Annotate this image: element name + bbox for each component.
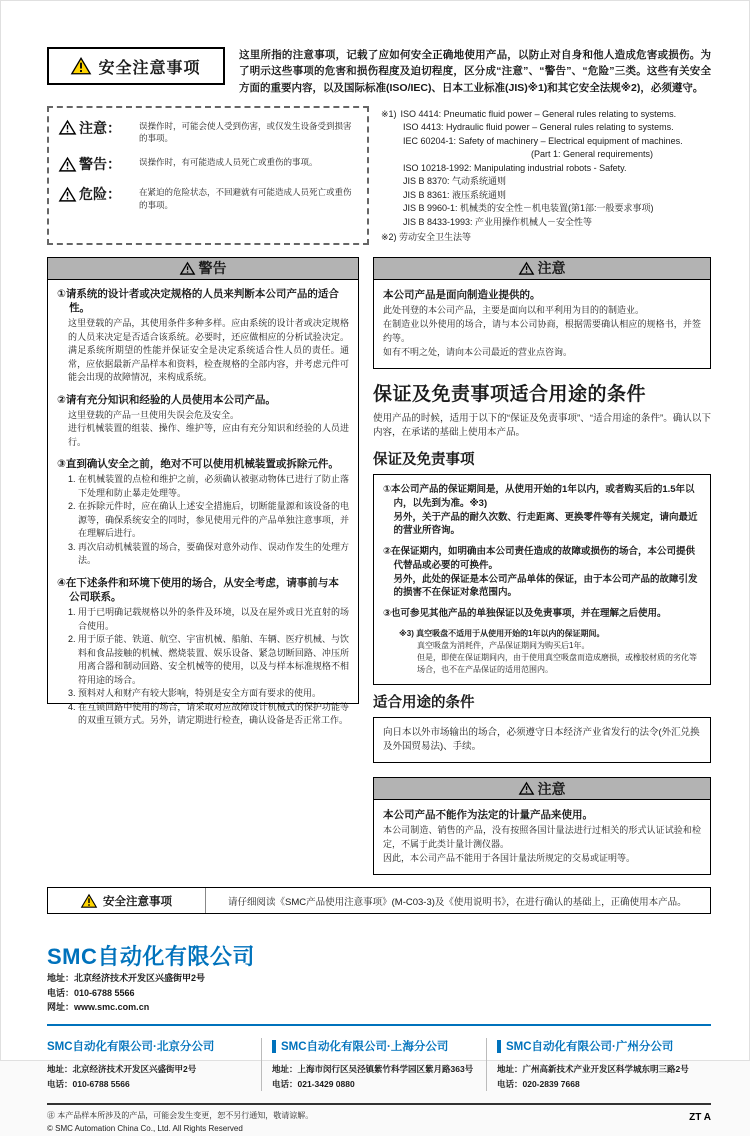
standards-line: IEC 60204-1: Safety of machinery – Electrical equipment of machines. <box>403 135 683 146</box>
warning-item <box>57 393 349 450</box>
caution-box-header <box>374 258 710 280</box>
paragraph: 如有不明之处，请向本公司最近的营业点咨询。 <box>383 346 573 357</box>
paragraph: 2. 在拆除元件时，应在确认上述安全措施后，切断能量源和该设备的电源等，确保系统安全的同时，参见使用元件的产品单独注意事项，并在理解后进行。 <box>68 501 349 539</box>
branch-address: 地址：广州高新技术产业开发区科学城东明三路2号 <box>497 1064 689 1075</box>
warning-triangle-icon <box>180 262 195 275</box>
paragraph: 另外，此处的保证是本公司产品单体的保证，由于本公司产品的故障引发的损害不在保证对象范围内。 <box>393 573 698 599</box>
paragraph: 1. 用于已明确记载规格以外的条件及环境，以及在屋外或日光直射的场合使用。 <box>68 607 349 631</box>
guarantee-sub1-heading: 保证及免责事项 <box>373 452 475 469</box>
definition-danger-text: 在紧迫的危险状态，不回避就有可能造成人员死亡或重伤的事项。 <box>139 187 352 210</box>
warning-item-heading: ①请系统的设计者或决定规格的人员来判断本公司产品的适合性。 <box>57 287 339 314</box>
paragraph: 真空吸盘为消耗件，产品保证期间为购买后1年。 <box>417 640 590 650</box>
branch-shanghai <box>261 1038 486 1091</box>
company-website: 网址：www.smc.com.cn <box>47 1002 150 1013</box>
paragraph: 本公司制造、销售的产品，没有按照各国计量法进行过相关的形式认证试验和检定，不属于此类计量计测仪器。 <box>383 825 701 850</box>
definition-danger-label: 危险： <box>59 184 133 204</box>
standards-line: JIS B 8433-1993: 产业用操作机械人－安全性等 <box>403 216 593 227</box>
footer <box>47 1110 711 1136</box>
definition-caution-label: 注意： <box>59 118 133 138</box>
disclaimer-note: ㊟ 本产品样本所涉及的产品，可能会发生变更，恕不另行通知，敬请谅解。 <box>47 1111 314 1121</box>
caution-box-body <box>374 280 710 368</box>
warning-box-header <box>48 258 358 280</box>
copyright: © SMC Automation China Co., Ltd. All Rights Reserved <box>47 1124 243 1134</box>
export-conditions-box: 向日本以外市场输出的场合，必须遵守日本经济产业省发行的法令(外汇兑换及外国贸易法)、手续。 <box>373 717 711 764</box>
standards-list <box>381 106 711 245</box>
paragraph: 此处刊登的本公司产品，主要是面向以和平利用为目的的制造业。 <box>383 304 645 315</box>
paragraph: 1. 在机械装置的点检和维护之前，必须确认被驱动物体已进行了防止落下处理和防止暴走处理等。 <box>68 474 349 498</box>
branch-name: SMC自动化有限公司·上海分公司 <box>272 1038 476 1054</box>
warning-triangle-icon <box>59 187 76 202</box>
standards-line: JIS B 8361: 液压系统通则 <box>403 189 507 200</box>
safety-precautions-title-box <box>47 47 225 85</box>
blue-bar-icon <box>497 1040 501 1053</box>
paragraph: 4. 在互锁回路中使用的场合，请采取对应故障设计机械式的保护功能等的双重互锁方式。另外，请定期进行检查，确认设备是否正常工作。 <box>68 701 349 726</box>
standards-line: ※1) ISO 4414: Pneumatic fluid power – General rules relating to systems. <box>381 108 711 122</box>
paragraph: ①本公司产品的保证期间是，从使用开始的1年以内，或者购买后的1.5年以内，以先到为准。※3) <box>383 484 695 509</box>
branch-phone: 电话：021-3429 0880 <box>272 1078 355 1089</box>
caution-box-body <box>374 800 710 874</box>
blue-bar-icon <box>272 1040 276 1053</box>
definition-warning-text: 误操作时，有可能造成人员死亡或重伤的事项。 <box>139 157 318 168</box>
standards-ref2: ※2) 劳动安全卫生法等 <box>381 232 472 243</box>
paragraph: 因此，本公司产品不能用于各国计量法所规定的交易或证明等。 <box>383 853 636 864</box>
paragraph: 这里登载的产品，其使用条件多种多样。应由系统的设计者或决定规格的人员来决定是否适合该系统。必要时，还应做相应的分析试验决定。满足系统所期望的性能并保证安全是决定系统适合性人员的责任。通常，应依据最新产品样本和资料，检查规格的全部内容，并考虑元件可能会出现的故障情况，来构成系统。 <box>68 318 349 383</box>
warning-box-body <box>48 280 358 744</box>
warning-triangle-icon <box>71 57 91 75</box>
branch-beijing <box>47 1038 261 1091</box>
warning-item-heading: ④在下述条件和环境下使用的场合，从安全考虑，请事前与本公司联系。 <box>57 576 339 604</box>
warning-box-title: 警告 <box>198 260 227 277</box>
footer-divider <box>47 1103 711 1105</box>
warning-triangle-icon <box>519 782 534 795</box>
branch-phone: 电话：010-6788 5566 <box>47 1078 130 1089</box>
footer-notes <box>47 1110 313 1136</box>
definition-warning <box>59 154 357 174</box>
warning-item <box>57 287 349 385</box>
standards-line: (Part 1: General requirements) <box>531 149 654 160</box>
guarantee-item <box>383 483 701 538</box>
warning-triangle-icon <box>59 157 76 172</box>
caution-box-header <box>374 778 710 800</box>
definition-danger <box>59 184 357 211</box>
bottom-bar-label: 安全注意事项 <box>48 888 206 913</box>
standards-line: ISO 10218-1992: Manipulating industrial robots - Safety. <box>403 162 627 173</box>
guarantee-main-heading: 保证及免责事项适合用途的条件 <box>373 383 647 405</box>
branch-address: 地址：北京经济技术开发区兴盛街甲2号 <box>47 1064 197 1075</box>
guarantee-item <box>383 607 701 621</box>
standards-ref1: ※1) <box>381 108 397 119</box>
branch-address: 地址：上海市闵行区吴泾镇紫竹科学园区紫月路363号 <box>272 1064 474 1075</box>
paragraph: 但是，即使在保证期间内，由于使用真空吸盘而造成磨损，或橡胶材质的劣化等场合，也不在产品保证的适用范围内。 <box>417 652 697 674</box>
branch-guangzhou <box>486 1038 711 1091</box>
paragraph: 3. 再次启动机械装置的场合，要确保对意外动作、误动作发生的处理方法。 <box>68 541 349 566</box>
left-column <box>47 257 359 726</box>
main-columns <box>47 257 711 875</box>
branch-name: SMC自动化有限公司·北京分公司 <box>47 1041 215 1054</box>
guarantee-sub2-heading: 适合用途的条件 <box>373 694 475 711</box>
caution-heading: 本公司产品不能作为法定的计量产品来使用。 <box>383 809 593 822</box>
bottom-safety-bar <box>47 887 711 914</box>
standards-line: JIS B 9960-1: 机械类的安全性－机电装置(第1部:一般要求事项) <box>403 203 654 214</box>
page-title: 安全注意事项 <box>98 59 201 77</box>
caution-box-measurement <box>373 777 711 875</box>
warning-item-heading: ③直到确认安全之前，绝对不可以使用机械装置或拆除元件。 <box>57 458 339 471</box>
right-column <box>373 257 711 875</box>
standards-line: JIS B 8370: 气动系统通则 <box>403 176 507 187</box>
top-row <box>47 47 711 96</box>
intro-paragraph: 这里所指的注意事项，记载了应如何安全正确地使用产品，以防止对自身和他人造成危害或损伤。为了明示这些事项的危害和损伤程度及迫切程度，区分成“注意”、“警告”、“危险”三类。这些有关安全方面的重要内容，以及国际标准(ISO/IEC)、日本工业标准(JIS)※1)和其它安全法规※2)，必须遵守。 <box>239 49 711 94</box>
warning-triangle-icon <box>59 120 76 135</box>
company-name: SMC自动化有限公司 <box>47 944 255 970</box>
caution-heading: 本公司产品是面向制造业提供的。 <box>383 288 541 301</box>
caution-box-manufacturing <box>373 257 711 369</box>
definition-caution-text: 误操作时，可能会使人受到伤害，或仅发生设备受到损害的事项。 <box>139 120 352 144</box>
guarantee-item <box>383 545 701 600</box>
warning-item-heading: ②请有充分知识和经验的人员使用本公司产品。 <box>57 393 276 406</box>
paragraph: ②在保证期内，如明确由本公司责任造成的故障或损伤的场合，本公司提供代替品或必要的可换件。 <box>383 546 696 571</box>
company-phone: 电话：010-6788 5566 <box>47 987 135 998</box>
standards-line: ISO 4413: Hydraulic fluid power – General rules relating to systems. <box>403 122 674 133</box>
paragraph: ③也可参见其他产品的单独保证以及免责事项，并在理解之后使用。 <box>383 608 667 620</box>
bottom-bar-text: 请仔细阅读《SMC产品使用注意事项》(M-C03-3)及《使用说明书》，在进行确认的基础上，正确使用本产品。 <box>228 896 687 908</box>
company-block <box>47 940 711 1014</box>
note-heading: ※3) 真空吸盘不适用于从使用开始的1年以内的保证期间。 <box>399 628 605 638</box>
vacuum-pad-note <box>383 628 701 676</box>
paragraph: 进行机械装置的组装、操作、维护等，应由有充分知识和经验的人员进行。 <box>68 423 349 447</box>
paragraph: 这里登载的产品一旦使用失误会危及安全。 <box>68 409 240 420</box>
blue-divider <box>47 1024 711 1026</box>
branch-phone: 电话：020-2839 7668 <box>497 1078 580 1089</box>
paragraph: 在制造业以外使用的场合，请与本公司协商，根据需要确认相应的规格书，并签约等。 <box>383 318 701 343</box>
document-code: ZT A <box>689 1112 711 1124</box>
warning-item <box>57 576 349 728</box>
caution-box-title: 注意 <box>537 260 566 277</box>
company-address: 地址：北京经济技术开发区兴盛街甲2号 <box>47 973 206 984</box>
paragraph: 另外，关于产品的耐久次数、行走距离、更换零件等有关规定，请向最近的营业所咨询。 <box>393 511 698 537</box>
paragraph: 2. 用于原子能、铁道、航空、宇宙机械、船舶、车辆、医疗机械、与饮料和食品接触的机械、燃烧装置、娱乐设备、紧急切断回路、冲压所用离合器和制动回路、安全机械等的使用，以及与样本标准规格不相符用途的场合。 <box>68 634 349 685</box>
definitions-and-standards-row <box>47 106 711 245</box>
guarantee-intro: 使用产品的时候，适用于以下的“保证及免责事项”、“适合用途的条件”。确认以下内容，在承诺的基础上使用本产品。 <box>373 412 711 438</box>
branch-offices <box>47 1038 711 1091</box>
definition-warning-label: 警告： <box>59 154 133 174</box>
warning-box <box>47 257 359 726</box>
warning-triangle-icon <box>81 894 97 908</box>
caution-box-title: 注意 <box>537 780 566 797</box>
warning-triangle-icon <box>519 262 534 275</box>
branch-name: SMC自动化有限公司·广州分公司 <box>497 1038 701 1054</box>
hazard-definitions-box <box>47 106 369 245</box>
guarantee-items-box <box>373 474 711 685</box>
warning-item <box>57 457 349 568</box>
paragraph: 3. 预料对人和财产有较大影响，特别是安全方面有要求的使用。 <box>68 688 322 699</box>
definition-caution <box>59 118 357 145</box>
